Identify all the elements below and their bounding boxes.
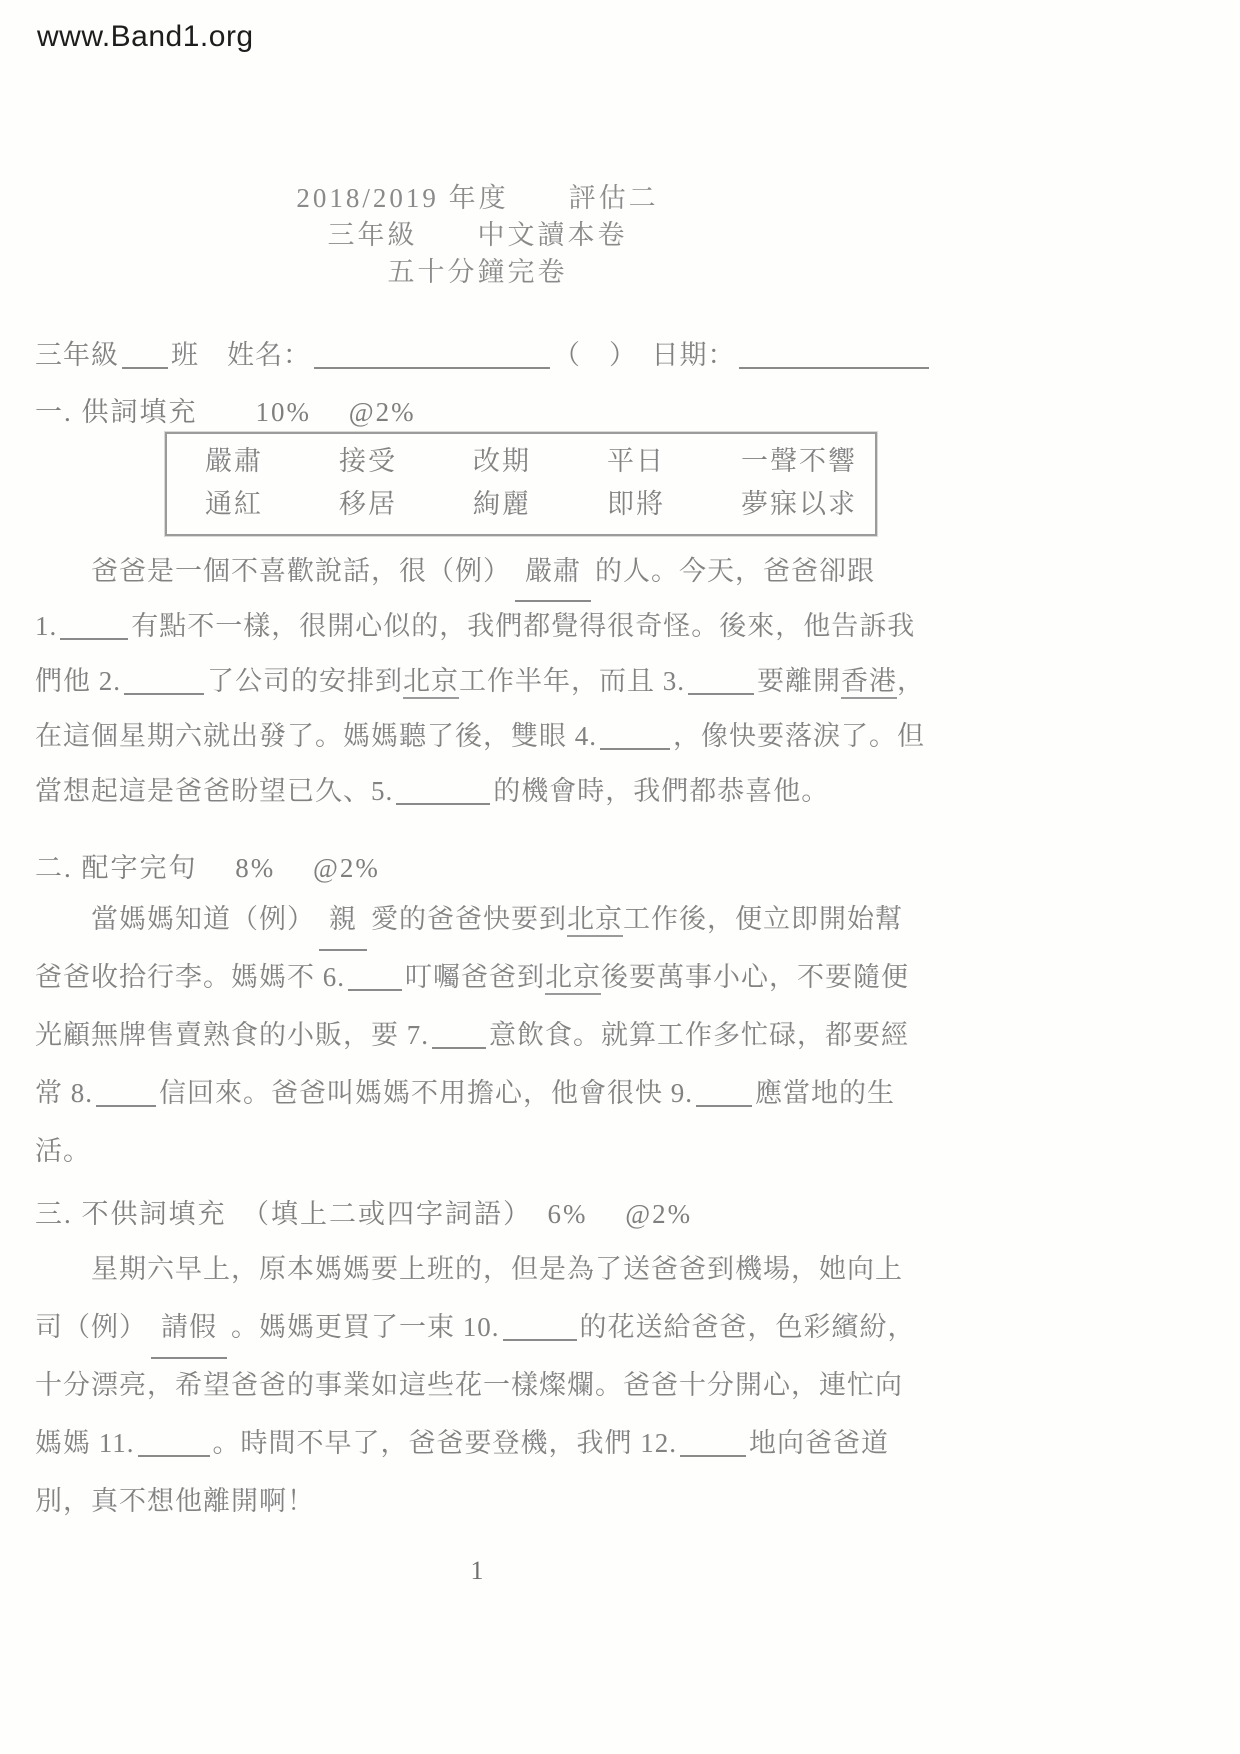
section-2-complete-sentence (35, 848, 935, 1188)
title-duration: 五十分鐘完卷 (387, 257, 568, 287)
text-segment: 星期六早上，原本媽媽要上班的，但是為了送爸爸到機場，她向上 (91, 1254, 903, 1284)
text-segment: 愛的爸爸快要到 (371, 904, 567, 934)
text-segment: 活。 (35, 1136, 91, 1166)
text-segment: 常 8. (35, 1078, 93, 1108)
paragraph-line (35, 948, 909, 1006)
fill-in-blank-line (314, 340, 550, 369)
word-bank-word: 接受 (339, 446, 397, 476)
fill-in-blank-line (348, 962, 402, 991)
word-bank-word: 絢麗 (473, 489, 531, 519)
paragraph-line (35, 544, 925, 599)
text-segment: 意飲食。就算工作多忙碌，都要經 (489, 1020, 909, 1050)
text-segment: 要離開 (757, 666, 841, 696)
exam-title-block (35, 180, 920, 291)
paragraph-line (35, 654, 925, 709)
word-bank-box (165, 432, 877, 536)
word-bank-word: 移居 (339, 489, 397, 519)
text-segment: 後要萬事小心，不要隨便 (601, 962, 909, 992)
word-bank-row (205, 440, 875, 483)
paragraph-line (35, 1472, 916, 1530)
text-segment: 在這個星期六就出發了。媽媽聽了後，雙眼 4. (35, 721, 597, 751)
text-segment: 了公司的安排到 (207, 666, 403, 696)
word-bank-word: 一聲不響 (741, 446, 857, 476)
title-year-assessment: 2018/2019 年度 評估二 (296, 183, 659, 213)
example-answer-underlined: 請假 (151, 1298, 227, 1359)
fill-in-blank-line (600, 721, 670, 750)
fill-in-blank-line (503, 1312, 577, 1341)
text-segment: 三年級 (35, 340, 119, 370)
section-1-heading: 一. 供詞填充 10% @2% (35, 397, 416, 427)
page-number: 1 (470, 1556, 485, 1585)
paragraph-line (35, 1356, 916, 1414)
section-2-heading: 二. 配字完句 8% @2% (35, 853, 380, 883)
text-segment: 的花送給爸爸，色彩繽紛， (579, 1312, 916, 1342)
proper-noun-underlined: 北京 (567, 904, 623, 937)
text-segment: 司（例） (35, 1312, 147, 1342)
word-bank-word: 夢寐以求 (741, 489, 857, 519)
text-segment: 。時間不早了，爸爸要登機，我們 12. (212, 1428, 677, 1458)
paragraph-line (35, 764, 925, 819)
text-segment: 當媽媽知道（例） (91, 904, 315, 934)
text-segment: ， (897, 666, 925, 696)
paragraph-line (35, 599, 925, 654)
text-segment: 光顧無牌售賣熟食的小販，要 7. (35, 1020, 429, 1050)
word-bank-row (205, 483, 875, 526)
text-segment: 爸爸收拾行李。媽媽不 6. (35, 962, 345, 992)
text-segment: 應當地的生 (755, 1078, 895, 1108)
text-segment: 當想起這是爸爸盼望已久、5. (35, 776, 394, 806)
text-segment: 的人。今天，爸爸卻跟 (595, 556, 875, 586)
text-segment: 爸爸是一個不喜歡說話，很（例） (91, 556, 511, 586)
site-watermark: www.Band1.org (37, 20, 254, 53)
example-answer-underlined: 親 (319, 890, 367, 951)
paragraph-line (35, 1414, 916, 1472)
word-bank-word: 嚴肅 (205, 446, 263, 476)
paragraph-line (35, 1298, 916, 1356)
text-segment: 班 姓名： (171, 340, 311, 370)
paragraph-line (35, 1122, 909, 1180)
fill-in-blank-line (696, 1078, 752, 1107)
word-bank-word: 平日 (607, 446, 665, 476)
text-segment: ，像快要落淚了。但 (673, 721, 925, 751)
text-segment: 們他 2. (35, 666, 121, 696)
section-1-word-fill (35, 392, 935, 842)
paragraph-line (35, 890, 909, 948)
proper-noun-underlined: 北京 (403, 666, 459, 699)
section-3-paragraph (35, 1240, 916, 1530)
fill-in-blank-line (688, 666, 754, 695)
text-segment: 別，真不想他離開啊！ (35, 1486, 315, 1516)
fill-in-blank-line (122, 340, 168, 369)
text-segment: 叮囑爸爸到 (405, 962, 545, 992)
word-bank-word: 改期 (473, 446, 531, 476)
paragraph-line (35, 1240, 916, 1298)
text-segment: 有點不一樣，很開心似的，我們都覺得很奇怪。後來，他告訴我 (131, 611, 916, 641)
fill-in-blank-line (680, 1428, 746, 1457)
example-answer-underlined: 嚴肅 (515, 544, 591, 602)
text-segment: 工作後，便立即開始幫 (623, 904, 903, 934)
section-3-free-fill (35, 1194, 935, 1554)
paragraph-line (35, 1006, 909, 1064)
fill-in-blank-line (432, 1020, 486, 1049)
text-segment: 信回來。爸爸叫媽媽不用擔心，他會很快 9. (159, 1078, 693, 1108)
text-segment: 十分漂亮，希望爸爸的事業如這些花一樣燦爛。爸爸十分開心，連忙向 (35, 1370, 903, 1400)
text-segment: 1. (35, 611, 58, 641)
section-3-heading: 三. 不供詞填充 （填上二或四字詞語） 6% @2% (35, 1199, 693, 1229)
text-segment: 工作半年，而且 3. (459, 666, 685, 696)
section-2-paragraph (35, 890, 909, 1180)
text-segment: 的機會時，我們都恭喜他。 (493, 776, 830, 806)
section-1-paragraph (35, 544, 925, 819)
text-segment: 。媽媽更買了一束 10. (231, 1312, 500, 1342)
text-segment: （ ） 日期： (553, 340, 736, 370)
fill-in-blank-line (138, 1428, 210, 1457)
word-bank-word: 通紅 (205, 489, 263, 519)
paragraph-line (35, 709, 925, 764)
fill-in-blank-line (396, 776, 490, 805)
student-info-line (35, 335, 1215, 375)
title-grade-subject: 三年級 中文讀本卷 (327, 220, 628, 250)
text-segment: 媽媽 11. (35, 1428, 135, 1458)
word-bank-word: 即將 (607, 489, 665, 519)
fill-in-blank-line (739, 340, 929, 369)
fill-in-blank-line (96, 1078, 156, 1107)
fill-in-blank-line (124, 666, 204, 695)
text-segment: 地向爸爸道 (749, 1428, 889, 1458)
fill-in-blank-line (60, 611, 128, 640)
paragraph-line (35, 1064, 909, 1122)
proper-noun-underlined: 北京 (545, 962, 601, 995)
proper-noun-underlined: 香港 (841, 666, 897, 699)
